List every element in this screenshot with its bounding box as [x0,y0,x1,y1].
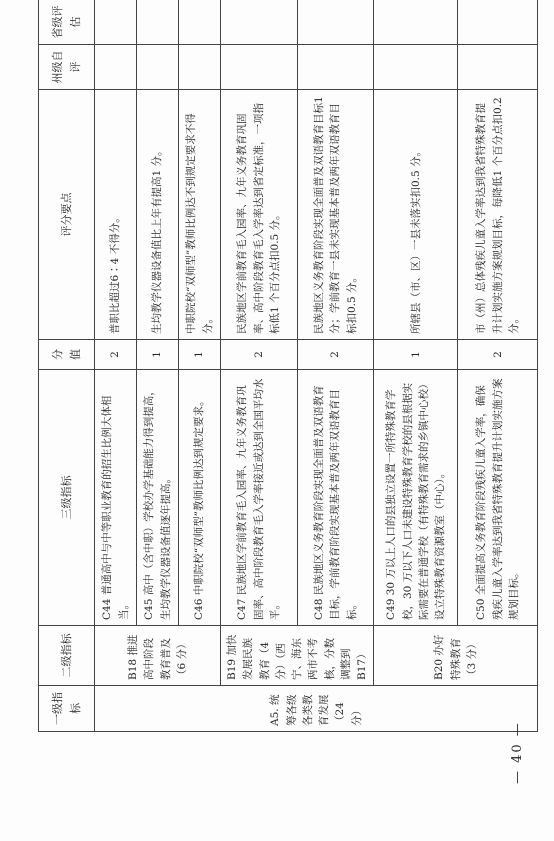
points-cell: 生均教学仪器设备值比上年有提高1 分。 [137,90,179,340]
state-eval-cell [221,45,298,90]
indicator-cell: C45 高中（含中职）学校办学基础能力得到提高，生均教学仪器设备值逐年提高。 [137,370,179,626]
score-cell: 2 [458,340,538,370]
points-cell: 民族地区义务教育阶段实现全面普及双语教育目标1 分；学前教育一县未实现基本普及两年双语教育目标扣0.5 分。 [297,90,374,340]
province-eval-cell [95,0,137,45]
points-cell: 所辖县（市、区）一县未落实扣0.5 分。 [374,90,458,340]
header-state-self-eval: 州级自评 [39,45,95,90]
score-cell: 2 [297,340,374,370]
province-eval-cell [179,0,221,45]
evaluation-table [38,0,538,732]
province-eval-cell [374,0,458,45]
table-row [137,0,179,732]
indicator-cell: C50 全面提高义务教育阶段残疾儿童入学率，确保残疾儿童入学率达到我省特殊教育提升计划实施方案规划目标。 [458,370,538,626]
score-cell: 2 [221,340,298,370]
level2-cell: B19 加快发展民族教育（4 分）（西宁、海东两市不考核，分数调整到B17） [221,626,374,686]
points-cell: 普职比超过6∶4 不得分。 [95,90,137,340]
indicator-cell: C49 30 万以上人口的县独立设置一所特殊教育学校，30 万以下人口未建设特殊教育学校的县根据实际需要在普通学校（有特殊教育需求的乡镇中心校）设立特殊教育资源教室（中心）。 [374,370,458,626]
state-eval-cell [95,45,137,90]
score-cell: 2 [95,340,137,370]
state-eval-cell [374,45,458,90]
points-cell: 民族地区学前教育毛入园率、九年义务教育巩固率、高中阶段教育毛入学率达到省定标准，一项指标低1 个百分点扣0.5 分。 [221,90,298,340]
table-row [374,0,458,732]
rotated-page [4,0,548,784]
table-row [221,0,298,732]
points-cell: 中职院校“双师型”教师比例达不到规定要求不得分。 [179,90,221,340]
province-eval-cell [297,0,374,45]
state-eval-cell [297,45,374,90]
indicator-cell: C44 普通高中与中等职业教育的招生比例大体相当。 [95,370,137,626]
province-eval-cell [137,0,179,45]
indicator-cell: C46 中职院校“双师型”教师比例达到规定要求。 [179,370,221,626]
province-eval-cell [458,0,538,45]
table-row [458,0,538,732]
header-level3: 三级指标 [39,370,95,626]
level1-cell: A5. 统筹各级各类教育发展（24 分） [95,686,538,732]
score-cell: 1 [374,340,458,370]
state-eval-cell [458,45,538,90]
header-province-eval: 省级评估 [39,0,95,45]
header-level2: 二级指标 [39,626,95,686]
page-number: — 40 — [510,721,525,784]
table-row [95,0,137,732]
province-eval-cell [221,0,298,45]
indicator-cell: C47 民族地区学前教育毛入园率、九年义务教育巩固率、高中阶段教育毛入学率接近或达到全国平均水平。 [221,370,298,626]
header-level1: 一级指标 [39,686,95,732]
table-row [179,0,221,732]
points-cell: 市（州）总体残疾儿童入学率达到我省特殊教育提升计划实施方案规划目标，每降低1 个百分点扣0.2 分。 [458,90,538,340]
state-eval-cell [137,45,179,90]
header-score: 分值 [39,340,95,370]
indicator-cell: C48 民族地区义务教育阶段实现全面普及双语教育目标，学前教育阶段实现基本普及两年双语教育目标。 [297,370,374,626]
score-cell: 1 [179,340,221,370]
state-eval-cell [179,45,221,90]
header-row [39,0,95,732]
score-cell: 1 [137,340,179,370]
header-points: 评分要点 [39,90,95,340]
table-row [297,0,374,732]
level2-cell: B20 办好特殊教育（3 分） [374,626,538,686]
level2-cell: B18 推进高中阶段教育普及（6 分） [95,626,221,686]
